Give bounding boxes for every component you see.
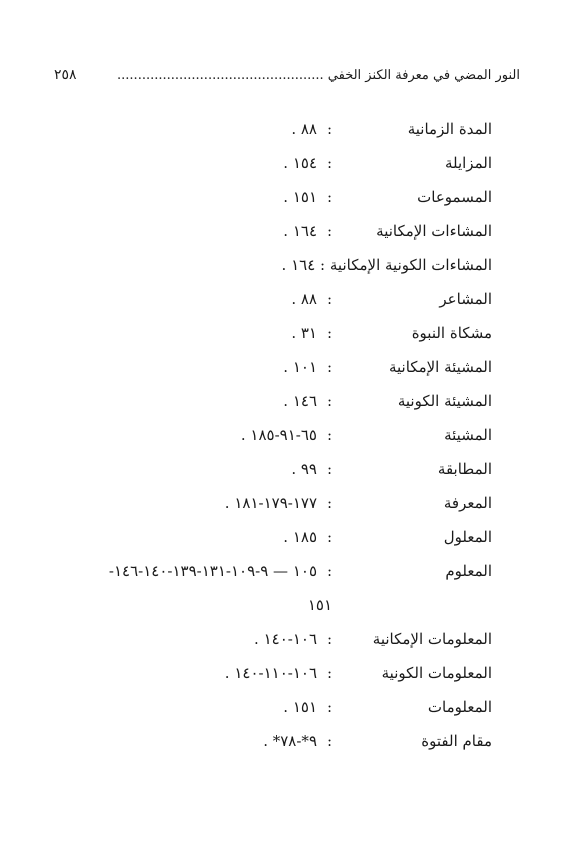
index-entry <box>40 460 492 494</box>
entry-page-refs: ١٠٦-١١٠-١٤٠ . <box>224 664 317 682</box>
entry-page-refs: ١٦٤ . <box>281 256 316 274</box>
entry-term: المشاءات الكونية الإمكانية <box>329 256 492 274</box>
entry-separator: : <box>326 188 332 206</box>
entry-page-refs: ٦٥-٩١-١٨٥ . <box>240 426 317 444</box>
entry-term: المشيئة الكونية <box>397 392 492 410</box>
running-title: النور المضي في معرفة الكنز الخفي .................................................. <box>117 68 520 83</box>
entry-separator: : <box>326 290 332 308</box>
index-entry <box>40 188 492 222</box>
entry-separator: : <box>326 358 332 376</box>
index-entry <box>40 630 492 664</box>
entry-term: المعلومات <box>427 698 492 716</box>
entry-page-refs: ٣١ . <box>291 324 317 342</box>
entry-page-refs: ١٥١ <box>307 596 332 614</box>
entry-separator: : <box>326 494 332 512</box>
index-entry-continuation <box>40 596 492 630</box>
page-header <box>54 68 520 90</box>
entry-term: المشاعر <box>439 290 492 308</box>
index-entry <box>40 120 492 154</box>
entry-term: مشكاة النبوة <box>411 324 492 342</box>
entry-term: المطابقة <box>437 460 492 478</box>
index-entry <box>40 222 492 256</box>
entry-term: المعلول <box>443 528 492 546</box>
entry-separator: : <box>326 222 332 240</box>
entry-page-refs: ١٠٦-١٤٠ . <box>254 630 317 648</box>
entry-separator: : <box>326 120 332 138</box>
page-number: ٢٥٨ <box>54 67 77 83</box>
entry-page-refs: ١٥١ . <box>283 698 317 716</box>
index-entry <box>40 290 492 324</box>
index-entry <box>40 528 492 562</box>
entry-page-refs: ٨٨ . <box>291 290 317 308</box>
entry-separator: : <box>326 562 332 580</box>
entry-separator: : <box>326 528 332 546</box>
entry-term: المعلومات الإمكانية <box>372 630 492 648</box>
entry-term: المشاءات الإمكانية <box>376 222 492 240</box>
index-entry <box>40 494 492 528</box>
index-list <box>40 120 492 766</box>
entry-term: المزايلة <box>444 154 492 172</box>
entry-page-refs: ٨٨ . <box>291 120 317 138</box>
entry-inline-wrapper <box>282 256 492 274</box>
entry-separator: : <box>326 426 332 444</box>
entry-page-refs: ١٤٦ . <box>283 392 317 410</box>
index-entry <box>40 426 492 460</box>
entry-term: المسموعات <box>417 188 492 206</box>
entry-term: مقام الفتوة <box>421 732 492 750</box>
entry-separator: : <box>326 154 332 172</box>
entry-page-refs: ١٠٥ — ٩-١٠٩-١٣١-١٣٩-١٤٠-١٤٦- <box>108 562 317 580</box>
index-entry <box>40 664 492 698</box>
index-entry <box>40 698 492 732</box>
entry-separator: : <box>326 324 332 342</box>
index-entry <box>40 358 492 392</box>
index-entry <box>40 324 492 358</box>
entry-page-refs: ١٥٤ . <box>283 154 317 172</box>
entry-separator: : <box>326 392 332 410</box>
entry-page-refs: ١٧٧-١٧٩-١٨١ . <box>224 494 317 512</box>
entry-separator: : <box>326 460 332 478</box>
entry-page-refs: ٩٩ . <box>291 460 317 478</box>
entry-page-refs: ١٠١ . <box>283 358 317 376</box>
index-entry <box>40 154 492 188</box>
entry-separator: : <box>326 630 332 648</box>
entry-page-refs: ١٨٥ . <box>283 528 317 546</box>
entry-term: المدة الزمانية <box>407 120 492 138</box>
index-entry <box>40 392 492 426</box>
entry-page-refs: ١٦٤ . <box>283 222 317 240</box>
entry-separator: : <box>320 256 326 274</box>
entry-separator: : <box>326 698 332 716</box>
entry-separator: : <box>326 732 332 750</box>
entry-separator: : <box>326 664 332 682</box>
entry-term: المعلوم <box>445 562 492 580</box>
entry-term: المعرفة <box>443 494 492 512</box>
entry-term: المعلومات الكونية <box>381 664 492 682</box>
index-entry <box>40 732 492 766</box>
entry-page-refs: ١٥١ . <box>283 188 317 206</box>
entry-page-refs: ٩*-٧٨* . <box>263 732 317 750</box>
index-entry <box>40 256 492 290</box>
entry-term: المشيئة <box>444 426 492 444</box>
entry-term: المشيئة الإمكانية <box>388 358 492 376</box>
index-entry <box>40 562 492 596</box>
